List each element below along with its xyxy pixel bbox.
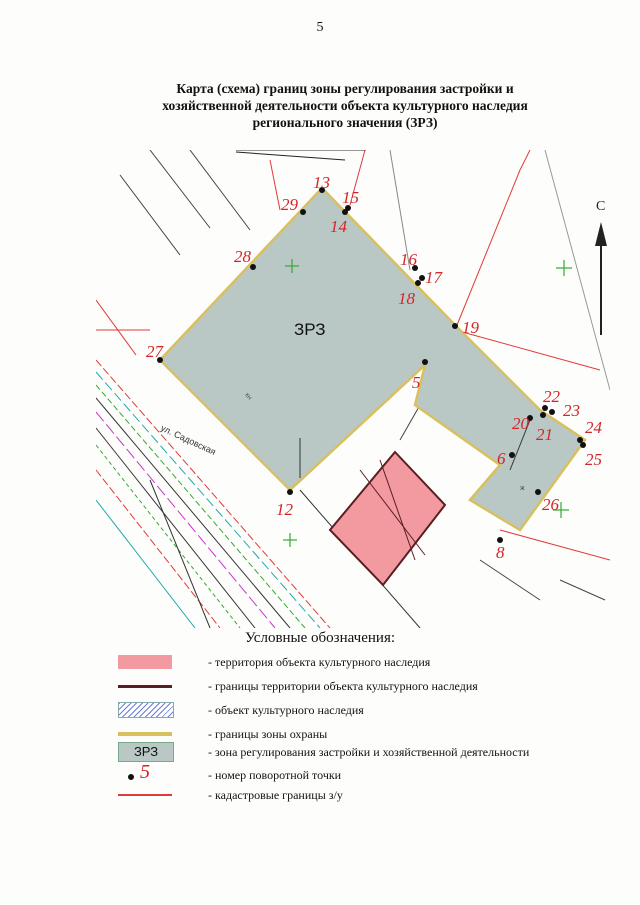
turning-point-24 xyxy=(577,437,583,443)
turning-point-label-28: 28 xyxy=(234,247,251,266)
zrz-swatch: ЗРЗ xyxy=(118,742,174,762)
point-swatch xyxy=(118,761,172,785)
page-number: 5 xyxy=(316,20,324,35)
turning-point-6 xyxy=(509,452,515,458)
turning-point-label-18: 18 xyxy=(398,289,415,308)
legend-text: - объект культурного наследия xyxy=(208,703,364,717)
turning-point-label-12: 12 xyxy=(276,500,293,519)
turning-point-25 xyxy=(580,442,586,448)
turning-point-label-22: 22 xyxy=(543,387,560,406)
turning-point-23 xyxy=(549,409,555,415)
north-arrow xyxy=(595,199,607,335)
site-label-zh: Ж xyxy=(520,486,525,492)
turning-point-19 xyxy=(452,323,458,329)
legend-text: - границы зоны охраны xyxy=(208,727,328,741)
red-line-swatch xyxy=(118,794,172,796)
legend-text: - номер поворотной точки xyxy=(208,768,342,782)
street-label: ул. Садовская xyxy=(159,422,218,458)
turning-point-label-13: 13 xyxy=(313,173,330,192)
turning-point-26 xyxy=(535,489,541,495)
turning-point-label-27: 27 xyxy=(146,342,163,361)
pink-fill-swatch xyxy=(118,655,172,669)
legend-title: Условные обозначения: xyxy=(244,630,396,646)
heritage-territory xyxy=(330,452,445,585)
title-line-1: Карта (схема) границ зоны регулирования застройки и xyxy=(176,81,514,96)
hatch-swatch xyxy=(118,702,174,718)
turning-point-label-16: 16 xyxy=(400,250,417,269)
turning-point-label-8: 8 xyxy=(496,543,505,562)
map-title xyxy=(110,80,580,131)
legend-item-cadastral xyxy=(118,785,618,805)
turning-point-5 xyxy=(422,359,428,365)
legend-item-heritage-territory xyxy=(118,652,618,672)
legend-text: - кадастровые границы з/у xyxy=(208,788,343,802)
zone-label: ЗРЗ xyxy=(294,320,326,339)
title-line-2: хозяйственной деятельности объекта культурного наследия xyxy=(162,98,528,113)
north-label: С xyxy=(596,199,606,214)
legend-item-heritage-object xyxy=(118,700,618,720)
legend-text: - зона регулирования застройки и хозяйственной деятельности xyxy=(208,745,530,759)
turning-point-label-14: 14 xyxy=(330,217,347,236)
legend-item-point xyxy=(118,761,618,785)
turning-point-18 xyxy=(415,280,421,286)
turning-point-label-15: 15 xyxy=(342,188,359,207)
turning-point-29 xyxy=(300,209,306,215)
turning-point-21 xyxy=(540,412,546,418)
zone-map xyxy=(96,150,610,628)
legend-item-heritage-border xyxy=(118,676,618,696)
turning-point-label-29: 29 xyxy=(281,195,298,214)
legend-text: - границы территории объекта культурного наследия xyxy=(208,679,478,693)
turning-point-label-20: 20 xyxy=(512,414,529,433)
turning-point-12 xyxy=(287,489,293,495)
site-label-kn: КН xyxy=(243,392,253,402)
turning-point-label-21: 21 xyxy=(536,425,553,444)
turning-point-label-17: 17 xyxy=(425,268,442,287)
title-line-3: регионального значения (ЗРЗ) xyxy=(252,115,438,130)
point-swatch-number: 5 xyxy=(140,761,150,783)
turning-point-label-6: 6 xyxy=(497,449,506,468)
yellow-line-swatch xyxy=(118,732,172,736)
turning-point-label-23: 23 xyxy=(563,401,580,420)
brown-line-swatch xyxy=(118,685,172,688)
legend-item-zrz xyxy=(118,742,618,762)
legend-item-protection-border xyxy=(118,724,618,744)
turning-point-label-24: 24 xyxy=(585,418,602,437)
legend-text: - территория объекта культурного наследия xyxy=(208,655,431,669)
turning-point-label-26: 26 xyxy=(542,495,559,514)
turning-point-label-19: 19 xyxy=(462,318,479,337)
turning-point-label-5: 5 xyxy=(412,373,421,392)
turning-point-label-25: 25 xyxy=(585,450,602,469)
